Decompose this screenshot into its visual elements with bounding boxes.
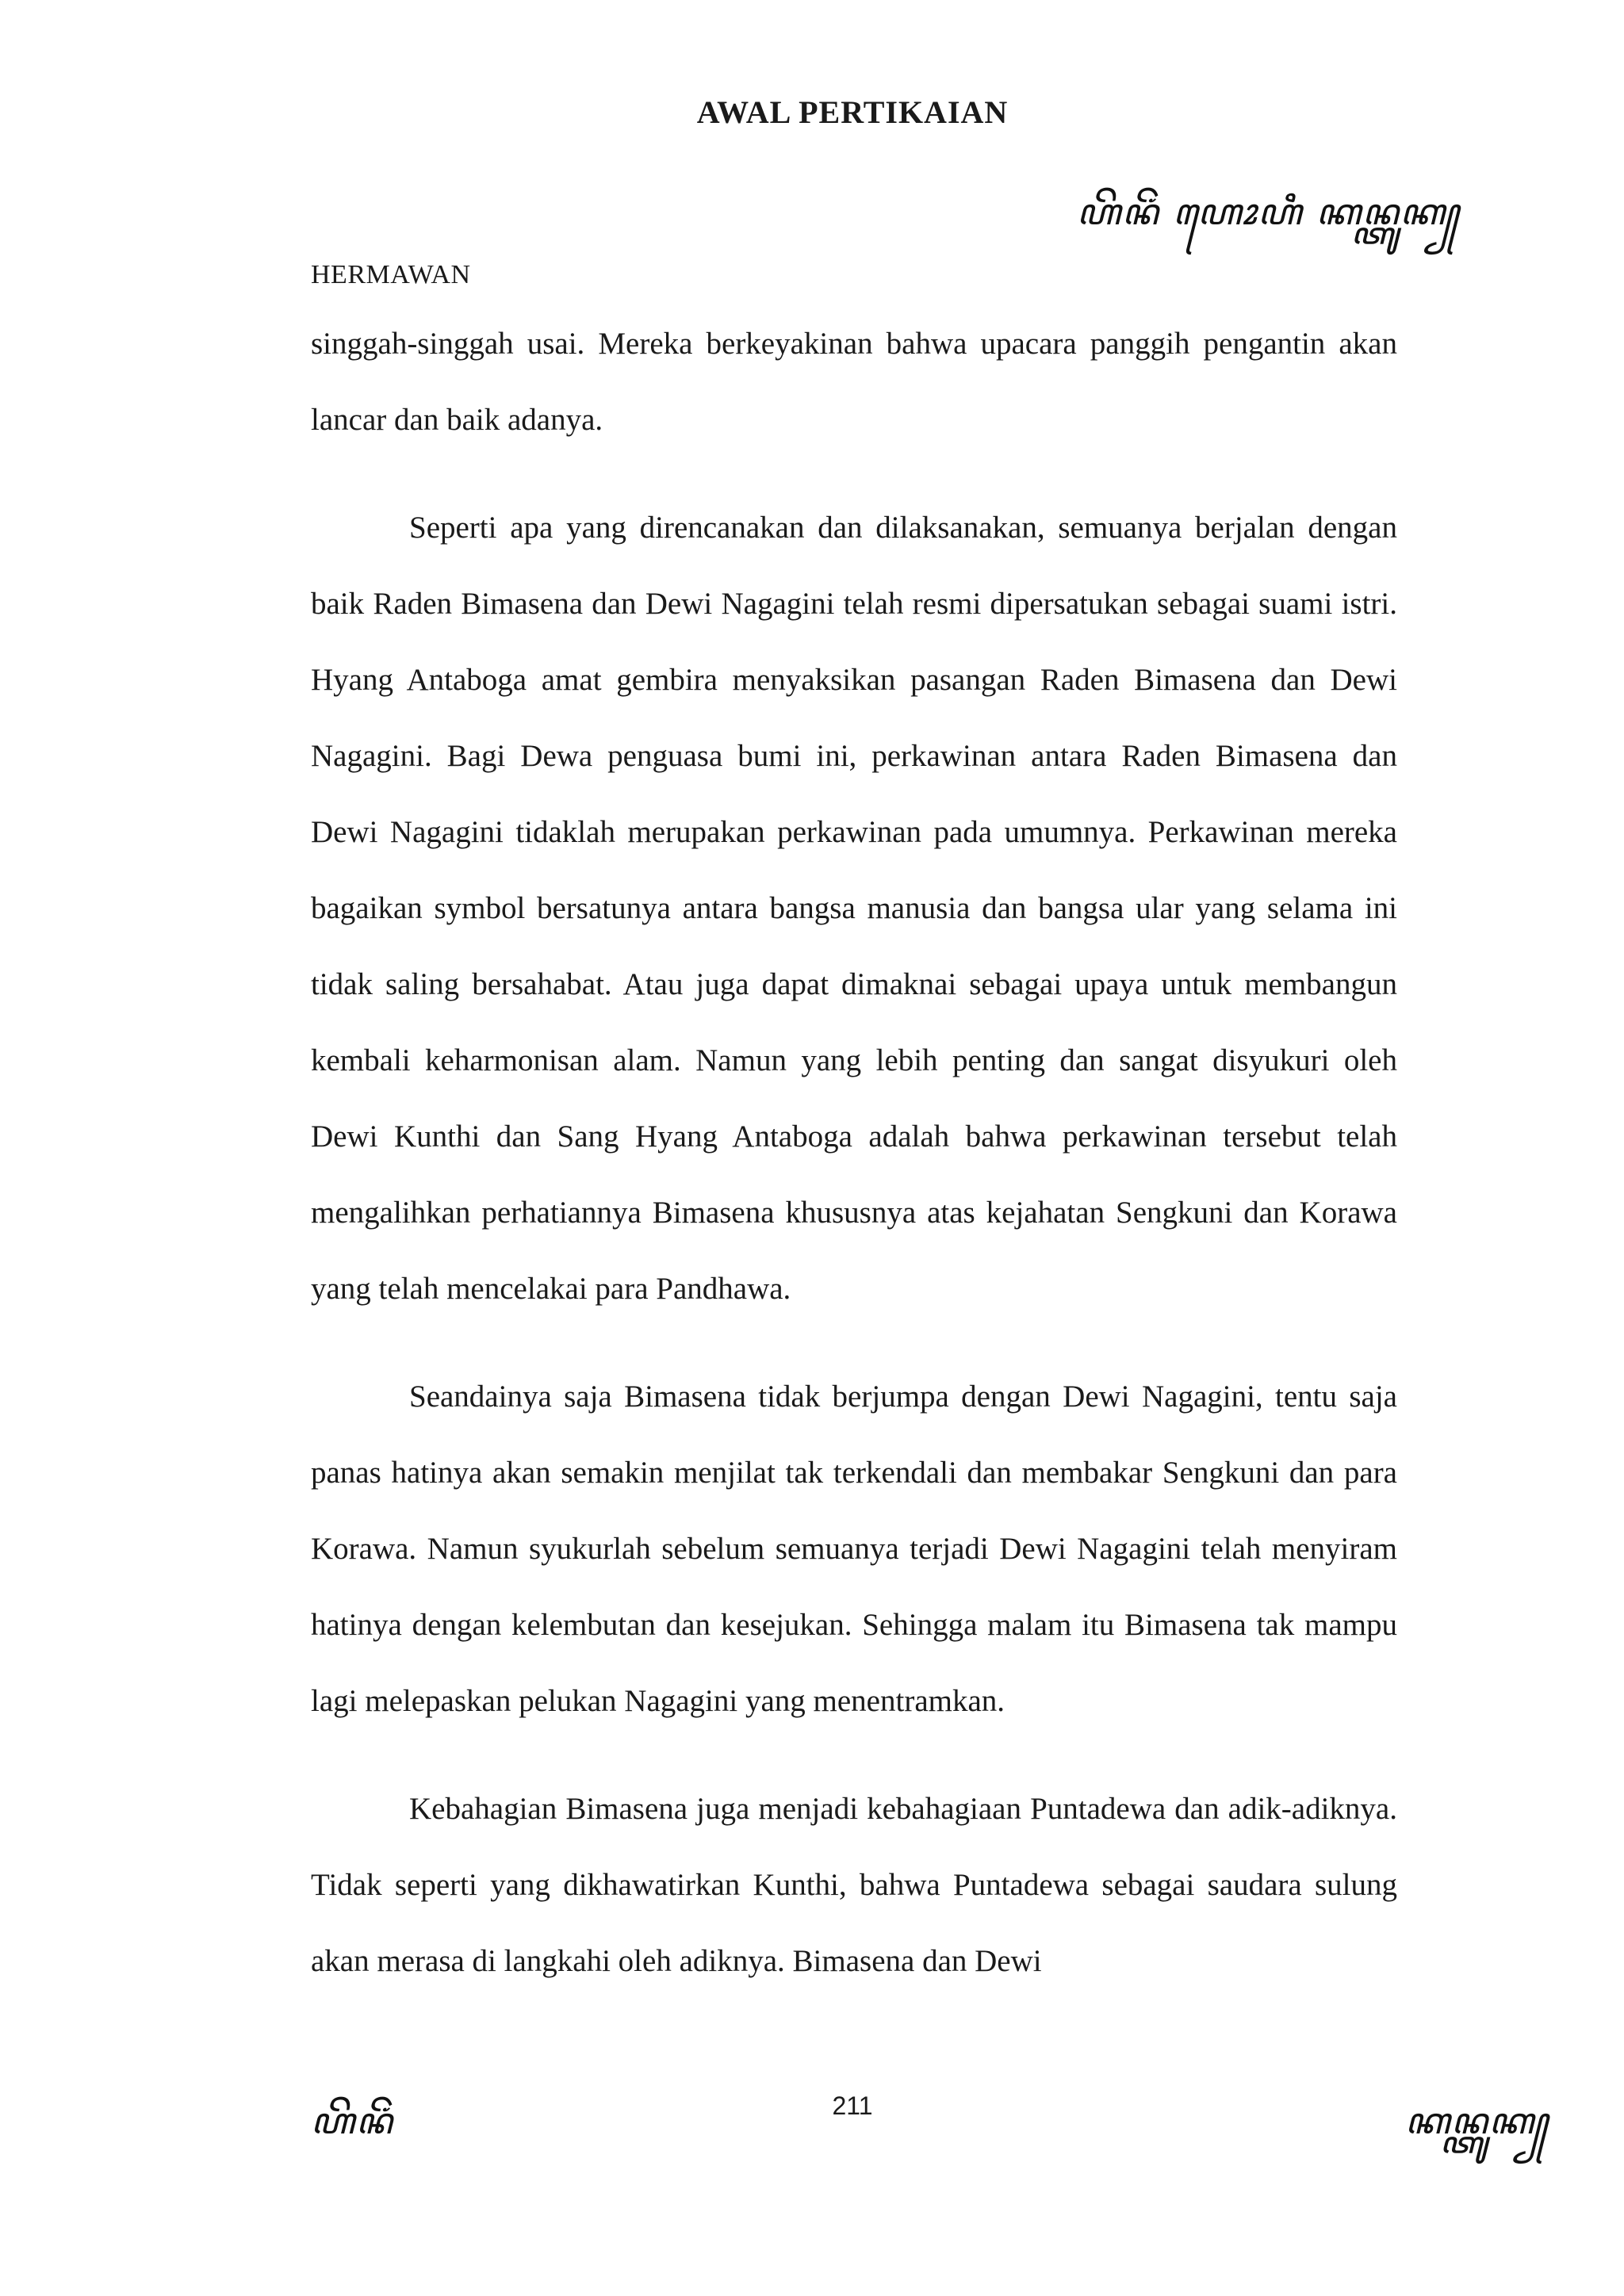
- chapter-title: AWAL PERTIKAIAN: [696, 94, 1009, 130]
- javanese-script-footer-right: ꦏꦤ꧀ꦠꦸꦏ꧀: [1405, 2099, 1549, 2142]
- paragraph: Kebahagian Bimasena juga menjadi kebahagiaan Puntadewa dan adik-adiknya. Tidak seperti yang dikhawatirkan Kunthi, bahwa Puntadewa sebagai saudara sulung akan merasa di langkahi oleh adiknya. Bimasena dan Dewi: [311, 1792, 1397, 1978]
- page-number: 211: [832, 2091, 873, 2120]
- paragraph: Seperti apa yang direncanakan dan dilaksanakan, semuanya berjalan dengan baik Raden Bimasena dan Dewi Nagagini telah resmi dipersatukan sebagai suami istri. Hyang Antaboga amat gembira menyaksikan pasangan Raden Bimasena dan Dewi Nagagini. Bagi Dewa penguasa bumi ini, perkawinan antara Raden Bimasena dan Dewi Nagagini tidaklah merupakan perkawinan pada umumnya. Perkawinan mereka bagaikan symbol bersatunya antara bangsa manusia dan bangsa ular yang selama ini tidak saling bersahabat. Atau juga dapat dimaknai sebagai upaya untuk membangun kembali keharmonisan alam. Namun yang lebih penting dan sangat disyukuri oleh Dewi Kunthi dan Sang Hyang Antaboga adalah bahwa perkawinan tersebut telah mengalihkan perhatiannya Bimasena khususnya atas kejahatan Sengkuni dan Korawa yang telah mencelakai para Pandhawa.: [311, 511, 1397, 1306]
- paragraph-continued: singgah-singgah usai. Mereka berkeyakinan bahwa upacara panggih pengantin akan lancar dan baik adanya.: [311, 327, 1397, 437]
- javanese-script-footer-left: ꦲꦼꦤꦼꦁ: [311, 2099, 394, 2142]
- author-name: HERMAWAN: [311, 260, 471, 289]
- paragraph: Seandainya saja Bimasena tidak berjumpa dengan Dewi Nagagini, tentu saja panas hatinya akan semakin menjilat tak terkendali dan membakar Sengkuni dan para Korawa. Namun syukurlah sebelum semuanya terjadi Dewi Nagagini telah menyiram hatinya dengan kelembutan dan kesejukan. Sehingga malam itu Bimasena tak mampu lagi melepaskan pelukan Nagagini yang menentramkan.: [311, 1380, 1397, 1718]
- body-text: [311, 306, 1397, 2031]
- javanese-script-header: ꦲꦼꦤꦼꦁ ꦲꦺꦴꦲꦶ ꦏꦤ꧀ꦠꦸꦏ꧀: [1077, 190, 1461, 233]
